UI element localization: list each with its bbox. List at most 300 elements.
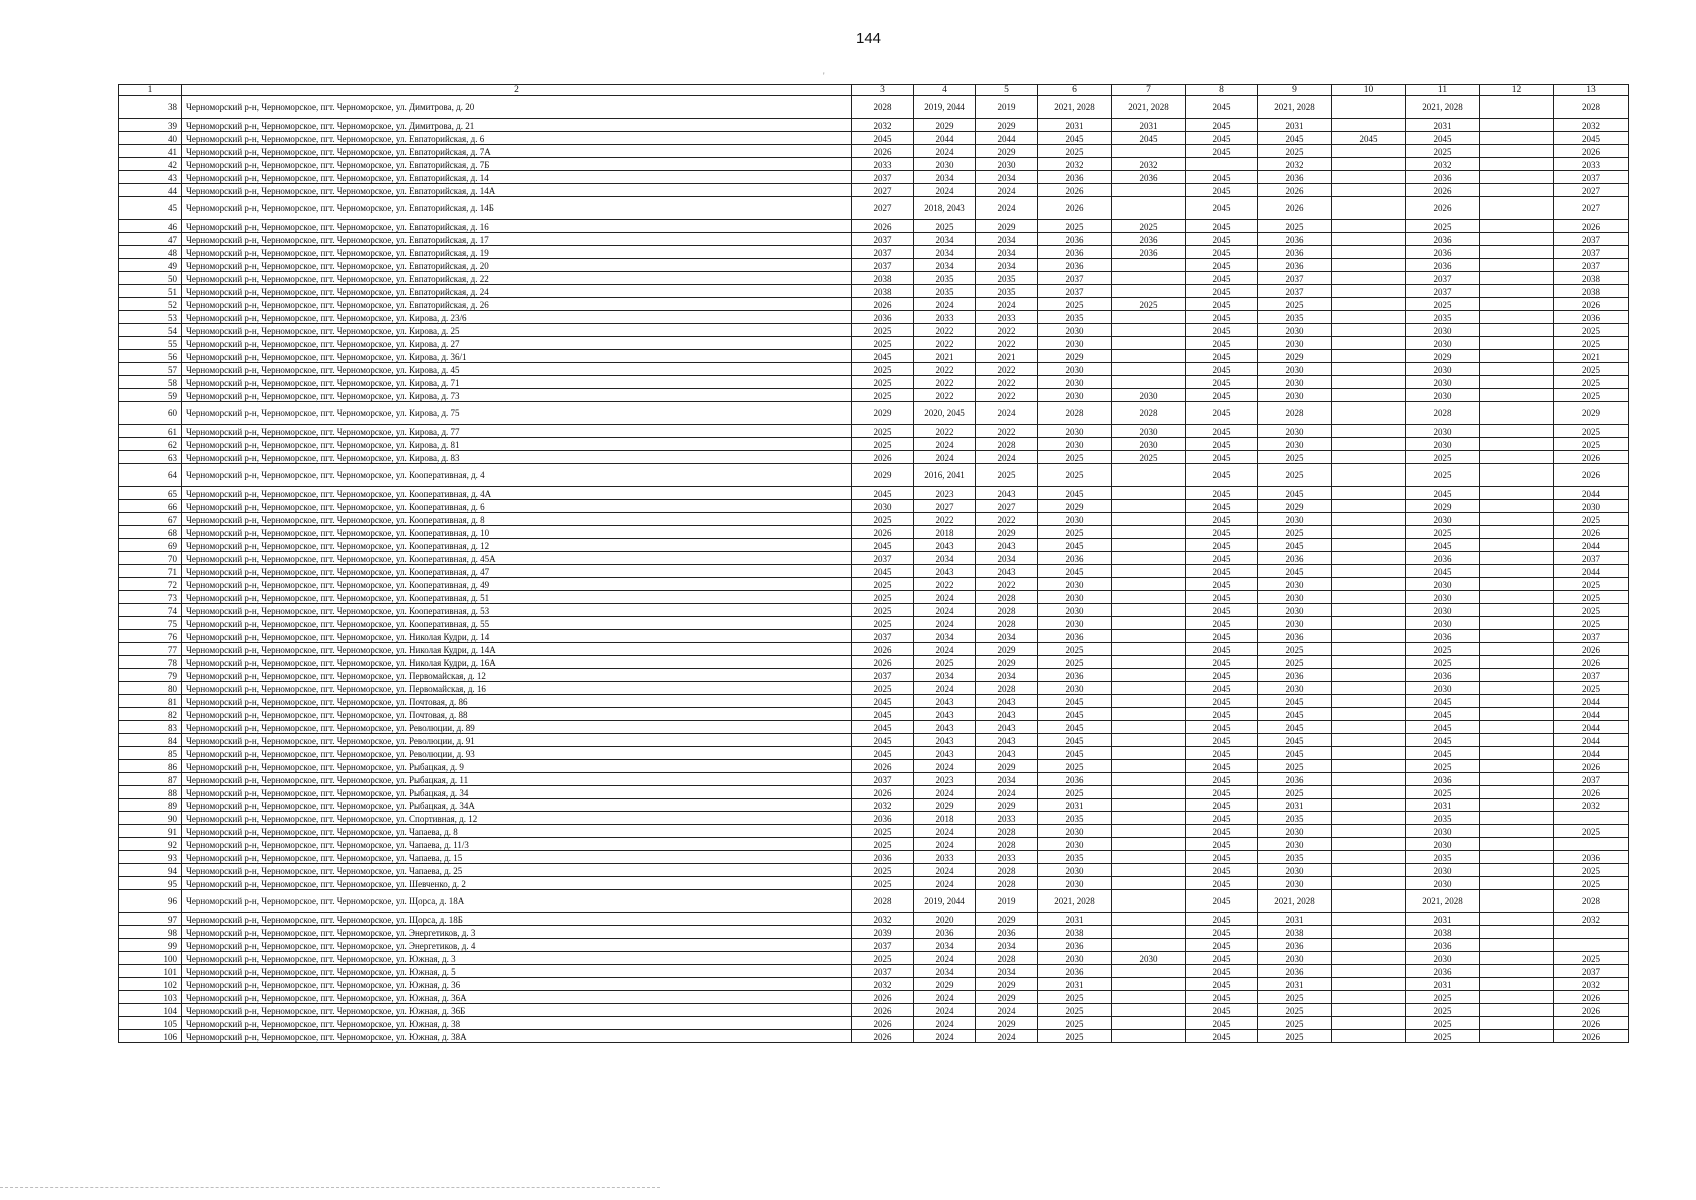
year-cell: 2030 — [1406, 376, 1480, 389]
year-cell: 2030 — [1038, 578, 1112, 591]
year-cell: 2045 — [1186, 851, 1258, 864]
year-cell: 2029 — [976, 656, 1038, 669]
year-cell — [1112, 786, 1186, 799]
year-cell — [1332, 760, 1406, 773]
year-cell — [1112, 734, 1186, 747]
table-row — [119, 890, 1629, 913]
year-cell: 2036 — [1406, 630, 1480, 643]
year-cell — [1480, 591, 1554, 604]
year-cell — [1332, 526, 1406, 539]
year-cell: 2045 — [1186, 656, 1258, 669]
year-cell: 2031 — [1258, 913, 1332, 926]
year-cell: 2025 — [1112, 451, 1186, 464]
year-cell — [1112, 311, 1186, 324]
year-cell: 2025 — [1406, 526, 1480, 539]
year-cell: 2045 — [1186, 402, 1258, 425]
year-cell: 2036 — [976, 926, 1038, 939]
table-row — [119, 1030, 1629, 1043]
year-cell — [1112, 838, 1186, 851]
row-number-cell: 39 — [119, 119, 182, 132]
year-cell — [1480, 376, 1554, 389]
year-cell: 2030 — [1258, 682, 1332, 695]
year-cell: 2032 — [1554, 799, 1629, 812]
year-cell — [1112, 539, 1186, 552]
table-row — [119, 825, 1629, 838]
year-cell — [1480, 734, 1554, 747]
year-cell: 2045 — [852, 132, 914, 145]
address-cell: Черноморский р-н, Черноморское, пгт. Черноморское, ул. Почтовая, д. 88 — [182, 708, 852, 721]
year-cell: 2034 — [914, 939, 976, 952]
year-cell: 2036 — [1406, 552, 1480, 565]
year-cell: 2028 — [1258, 402, 1332, 425]
year-cell — [1112, 939, 1186, 952]
year-cell: 2045 — [1186, 760, 1258, 773]
year-cell: 2025 — [852, 438, 914, 451]
year-cell — [1332, 695, 1406, 708]
year-cell: 2025 — [852, 864, 914, 877]
year-cell — [1554, 926, 1629, 939]
year-cell: 2045 — [1186, 952, 1258, 965]
year-cell — [1480, 184, 1554, 197]
year-cell — [1112, 324, 1186, 337]
year-cell: 2028 — [976, 877, 1038, 890]
table-row — [119, 259, 1629, 272]
year-cell: 2037 — [1554, 669, 1629, 682]
year-cell: 2032 — [1258, 158, 1332, 171]
year-cell: 2045 — [1258, 132, 1332, 145]
year-cell — [1112, 552, 1186, 565]
year-cell: 2024 — [914, 1017, 976, 1030]
year-cell: 2025 — [1554, 513, 1629, 526]
year-cell — [1480, 389, 1554, 402]
address-cell: Черноморский р-н, Черноморское, пгт. Черноморское, ул. Южная, д. 36 — [182, 978, 852, 991]
year-cell: 2024 — [914, 786, 976, 799]
year-cell — [1112, 812, 1186, 825]
year-cell: 2035 — [1038, 311, 1112, 324]
year-cell: 2030 — [1258, 376, 1332, 389]
year-cell: 2032 — [852, 119, 914, 132]
year-cell — [1332, 773, 1406, 786]
year-cell: 2034 — [976, 773, 1038, 786]
year-cell: 2022 — [976, 337, 1038, 350]
year-cell — [1480, 337, 1554, 350]
table-row — [119, 389, 1629, 402]
year-cell: 2030 — [1038, 513, 1112, 526]
year-cell: 2045 — [852, 708, 914, 721]
address-cell: Черноморский р-н, Черноморское, пгт. Черноморское, ул. Кирова, д. 23/6 — [182, 311, 852, 324]
row-number-cell: 93 — [119, 851, 182, 864]
year-cell: 2036 — [1406, 171, 1480, 184]
year-cell: 2045 — [1186, 786, 1258, 799]
year-cell — [1480, 864, 1554, 877]
year-cell: 2025 — [852, 389, 914, 402]
year-cell: 2045 — [1186, 708, 1258, 721]
year-cell: 2021, 2028 — [1258, 96, 1332, 119]
year-cell: 2024 — [914, 1004, 976, 1017]
year-cell: 2034 — [976, 939, 1038, 952]
year-cell: 2034 — [914, 259, 976, 272]
row-number-cell: 77 — [119, 643, 182, 656]
year-cell — [1480, 363, 1554, 376]
year-cell: 2026 — [1406, 184, 1480, 197]
year-cell — [1332, 197, 1406, 220]
year-cell: 2030 — [1258, 952, 1332, 965]
year-cell: 2030 — [1038, 337, 1112, 350]
year-cell: 2045 — [1038, 487, 1112, 500]
year-cell: 2045 — [1186, 311, 1258, 324]
year-cell: 2037 — [1406, 285, 1480, 298]
year-cell — [1480, 171, 1554, 184]
year-cell: 2021, 2028 — [1406, 96, 1480, 119]
year-cell: 2026 — [1554, 298, 1629, 311]
year-cell: 2043 — [976, 708, 1038, 721]
year-cell: 2033 — [976, 851, 1038, 864]
year-cell — [1480, 487, 1554, 500]
year-cell: 2025 — [1554, 438, 1629, 451]
year-cell: 2025 — [914, 220, 976, 233]
year-cell: 2030 — [1038, 425, 1112, 438]
year-cell — [1112, 926, 1186, 939]
year-cell: 2024 — [914, 682, 976, 695]
year-cell: 2026 — [1554, 451, 1629, 464]
year-cell: 2025 — [1554, 877, 1629, 890]
year-cell — [1332, 708, 1406, 721]
year-cell: 2045 — [1406, 565, 1480, 578]
row-number-cell: 76 — [119, 630, 182, 643]
year-cell: 2025 — [1038, 1030, 1112, 1043]
year-cell: 2034 — [914, 171, 976, 184]
year-cell: 2036 — [852, 851, 914, 864]
table-row — [119, 464, 1629, 487]
row-number-cell: 96 — [119, 890, 182, 913]
year-cell: 2025 — [1406, 656, 1480, 669]
year-cell — [1480, 877, 1554, 890]
table-row — [119, 1017, 1629, 1030]
address-cell: Черноморский р-н, Черноморское, пгт. Черноморское, ул. Первомайская, д. 12 — [182, 669, 852, 682]
table-row — [119, 708, 1629, 721]
address-cell: Черноморский р-н, Черноморское, пгт. Черноморское, ул. Южная, д. 38 — [182, 1017, 852, 1030]
year-cell: 2025 — [1258, 145, 1332, 158]
table-row — [119, 760, 1629, 773]
year-cell: 2030 — [1112, 425, 1186, 438]
year-cell: 2045 — [1186, 119, 1258, 132]
year-cell: 2045 — [1186, 669, 1258, 682]
year-cell: 2026 — [852, 1030, 914, 1043]
year-cell: 2031 — [1038, 978, 1112, 991]
year-cell: 2045 — [1038, 565, 1112, 578]
year-cell: 2035 — [1406, 812, 1480, 825]
year-cell: 2026 — [1038, 197, 1112, 220]
year-cell: 2029 — [914, 119, 976, 132]
row-number-cell: 56 — [119, 350, 182, 363]
year-cell: 2030 — [1038, 438, 1112, 451]
year-cell — [1332, 425, 1406, 438]
column-header-3: 3 — [852, 85, 914, 96]
year-cell: 2045 — [1186, 363, 1258, 376]
year-cell — [1112, 604, 1186, 617]
year-cell: 2045 — [1186, 890, 1258, 913]
year-cell: 2030 — [1038, 389, 1112, 402]
year-cell: 2036 — [1554, 311, 1629, 324]
year-cell: 2025 — [1406, 1030, 1480, 1043]
year-cell: 2030 — [1112, 952, 1186, 965]
year-cell — [1480, 246, 1554, 259]
year-cell: 2031 — [1258, 119, 1332, 132]
year-cell: 2043 — [976, 539, 1038, 552]
table-row — [119, 838, 1629, 851]
year-cell — [1112, 695, 1186, 708]
table-row — [119, 1004, 1629, 1017]
year-cell: 2025 — [1258, 1017, 1332, 1030]
address-cell: Черноморский р-н, Черноморское, пгт. Черноморское, ул. Кирова, д. 25 — [182, 324, 852, 337]
year-cell: 2036 — [1406, 246, 1480, 259]
year-cell — [1112, 500, 1186, 513]
table-row — [119, 96, 1629, 119]
year-cell: 2030 — [1406, 389, 1480, 402]
year-cell: 2018, 2043 — [914, 197, 976, 220]
year-cell: 2036 — [1258, 246, 1332, 259]
year-cell — [1332, 669, 1406, 682]
year-cell: 2045 — [1186, 773, 1258, 786]
year-cell: 2032 — [1406, 158, 1480, 171]
year-cell — [1112, 526, 1186, 539]
address-cell: Черноморский р-н, Черноморское, пгт. Черноморское, ул. Шевченко, д. 2 — [182, 877, 852, 890]
table-row — [119, 119, 1629, 132]
year-cell: 2045 — [852, 539, 914, 552]
year-cell — [1480, 259, 1554, 272]
row-number-cell: 79 — [119, 669, 182, 682]
year-cell: 2024 — [914, 604, 976, 617]
year-cell: 2024 — [914, 643, 976, 656]
year-cell: 2038 — [1258, 926, 1332, 939]
column-header-7: 7 — [1112, 85, 1186, 96]
year-cell: 2036 — [1038, 965, 1112, 978]
year-cell — [1112, 630, 1186, 643]
year-cell: 2025 — [1038, 451, 1112, 464]
year-cell — [1112, 773, 1186, 786]
year-cell: 2037 — [852, 630, 914, 643]
year-cell: 2036 — [1258, 965, 1332, 978]
year-cell: 2025 — [1038, 760, 1112, 773]
year-cell: 2029 — [976, 119, 1038, 132]
year-cell: 2037 — [1258, 285, 1332, 298]
year-cell — [1480, 132, 1554, 145]
year-cell: 2044 — [1554, 721, 1629, 734]
year-cell: 2045 — [1186, 259, 1258, 272]
address-cell: Черноморский р-н, Черноморское, пгт. Черноморское, ул. Щорса, д. 18Б — [182, 913, 852, 926]
year-cell: 2045 — [1186, 464, 1258, 487]
year-cell: 2037 — [852, 669, 914, 682]
year-cell: 2025 — [1406, 991, 1480, 1004]
year-cell: 2026 — [1554, 1030, 1629, 1043]
year-cell: 2045 — [1038, 747, 1112, 760]
year-cell: 2045 — [1186, 591, 1258, 604]
year-cell: 2030 — [914, 158, 976, 171]
year-cell: 2044 — [914, 132, 976, 145]
year-cell: 2029 — [976, 643, 1038, 656]
address-cell: Черноморский р-н, Черноморское, пгт. Черноморское, ул. Николая Кудри, д. 14 — [182, 630, 852, 643]
year-cell: 2045 — [1186, 337, 1258, 350]
year-cell: 2024 — [914, 952, 976, 965]
table-row — [119, 695, 1629, 708]
address-cell: Черноморский р-н, Черноморское, пгт. Черноморское, ул. Евпаторийская, д. 19 — [182, 246, 852, 259]
row-number-cell: 86 — [119, 760, 182, 773]
address-cell: Черноморский р-н, Черноморское, пгт. Черноморское, ул. Евпаторийская, д. 20 — [182, 259, 852, 272]
year-cell: 2024 — [914, 591, 976, 604]
year-cell: 2023 — [914, 487, 976, 500]
year-cell — [1480, 552, 1554, 565]
year-cell: 2045 — [1258, 487, 1332, 500]
year-cell: 2043 — [914, 708, 976, 721]
year-cell: 2024 — [914, 298, 976, 311]
year-cell — [1480, 851, 1554, 864]
table-row — [119, 565, 1629, 578]
year-cell — [1112, 184, 1186, 197]
year-cell: 2032 — [852, 799, 914, 812]
year-cell — [1112, 708, 1186, 721]
table-row — [119, 747, 1629, 760]
year-cell: 2024 — [914, 184, 976, 197]
year-cell: 2037 — [852, 965, 914, 978]
year-cell — [1480, 682, 1554, 695]
year-cell: 2044 — [1554, 734, 1629, 747]
year-cell — [1332, 978, 1406, 991]
year-cell: 2029 — [1038, 350, 1112, 363]
year-cell: 2045 — [1186, 721, 1258, 734]
year-cell — [1332, 799, 1406, 812]
year-cell: 2036 — [1406, 773, 1480, 786]
row-number-cell: 55 — [119, 337, 182, 350]
table-row — [119, 220, 1629, 233]
year-cell — [1112, 1017, 1186, 1030]
address-cell: Черноморский р-н, Черноморское, пгт. Черноморское, ул. Евпаторийская, д. 14 — [182, 171, 852, 184]
year-cell: 2030 — [1406, 591, 1480, 604]
table-row — [119, 682, 1629, 695]
year-cell — [1332, 376, 1406, 389]
table-row — [119, 500, 1629, 513]
year-cell: 2036 — [1554, 851, 1629, 864]
year-cell — [1332, 656, 1406, 669]
year-cell: 2025 — [852, 363, 914, 376]
row-number-cell: 65 — [119, 487, 182, 500]
year-cell: 2025 — [1038, 991, 1112, 1004]
column-header-5: 5 — [976, 85, 1038, 96]
year-cell: 2025 — [1406, 464, 1480, 487]
year-cell — [1332, 337, 1406, 350]
year-cell: 2036 — [1038, 939, 1112, 952]
year-cell: 2045 — [1186, 578, 1258, 591]
table-row — [119, 337, 1629, 350]
year-cell — [1332, 812, 1406, 825]
year-cell — [1332, 96, 1406, 119]
year-cell — [1480, 939, 1554, 952]
year-cell: 2025 — [976, 464, 1038, 487]
row-number-cell: 78 — [119, 656, 182, 669]
year-cell — [1480, 513, 1554, 526]
year-cell: 2043 — [976, 695, 1038, 708]
year-cell: 2043 — [914, 565, 976, 578]
year-cell: 2030 — [852, 500, 914, 513]
address-cell: Черноморский р-н, Черноморское, пгт. Черноморское, ул. Евпаторийская, д. 7А — [182, 145, 852, 158]
year-cell: 2036 — [1406, 669, 1480, 682]
year-cell — [1480, 500, 1554, 513]
year-cell: 2029 — [976, 760, 1038, 773]
address-cell: Черноморский р-н, Черноморское, пгт. Черноморское, ул. Кирова, д. 45 — [182, 363, 852, 376]
year-cell: 2037 — [1554, 171, 1629, 184]
year-cell — [1112, 464, 1186, 487]
address-cell: Черноморский р-н, Черноморское, пгт. Черноморское, ул. Рыбацкая, д. 34А — [182, 799, 852, 812]
year-cell: 2037 — [1554, 246, 1629, 259]
year-cell: 2036 — [1038, 669, 1112, 682]
year-cell — [1112, 145, 1186, 158]
year-cell: 2030 — [1258, 425, 1332, 438]
year-cell — [1332, 864, 1406, 877]
year-cell: 2029 — [976, 1017, 1038, 1030]
row-number-cell: 54 — [119, 324, 182, 337]
table-row — [119, 285, 1629, 298]
year-cell: 2025 — [852, 425, 914, 438]
year-cell: 2028 — [976, 604, 1038, 617]
year-cell — [1480, 890, 1554, 913]
table-row — [119, 812, 1629, 825]
year-cell: 2045 — [1258, 734, 1332, 747]
year-cell: 2033 — [1554, 158, 1629, 171]
row-number-cell: 46 — [119, 220, 182, 233]
year-cell: 2034 — [914, 669, 976, 682]
table-row — [119, 721, 1629, 734]
year-cell: 2022 — [976, 578, 1038, 591]
year-cell — [1480, 285, 1554, 298]
year-cell: 2045 — [1258, 721, 1332, 734]
year-cell: 2018 — [914, 526, 976, 539]
table-row — [119, 552, 1629, 565]
row-number-cell: 49 — [119, 259, 182, 272]
year-cell: 2024 — [914, 864, 976, 877]
row-number-cell: 75 — [119, 617, 182, 630]
address-cell: Черноморский р-н, Черноморское, пгт. Черноморское, ул. Кооперативная, д. 10 — [182, 526, 852, 539]
year-cell: 2026 — [852, 643, 914, 656]
year-cell: 2045 — [1186, 184, 1258, 197]
table-row — [119, 425, 1629, 438]
year-cell: 2026 — [1554, 464, 1629, 487]
year-cell: 2045 — [1186, 487, 1258, 500]
year-cell: 2036 — [1258, 669, 1332, 682]
year-cell: 2036 — [1258, 259, 1332, 272]
year-cell — [1480, 451, 1554, 464]
year-cell — [1480, 324, 1554, 337]
year-cell: 2037 — [1554, 630, 1629, 643]
year-cell: 2021 — [914, 350, 976, 363]
year-cell: 2032 — [1554, 978, 1629, 991]
year-cell: 2025 — [1038, 220, 1112, 233]
year-cell: 2025 — [852, 838, 914, 851]
year-cell: 2030 — [1038, 682, 1112, 695]
table-row — [119, 864, 1629, 877]
address-cell: Черноморский р-н, Черноморское, пгт. Черноморское, ул. Рыбацкая, д. 11 — [182, 773, 852, 786]
year-cell: 2025 — [914, 656, 976, 669]
column-header-11: 11 — [1406, 85, 1480, 96]
year-cell — [1332, 487, 1406, 500]
year-cell: 2045 — [852, 350, 914, 363]
year-cell: 2025 — [852, 682, 914, 695]
year-cell: 2036 — [1258, 233, 1332, 246]
address-cell: Черноморский р-н, Черноморское, пгт. Черноморское, ул. Евпаторийская, д. 24 — [182, 285, 852, 298]
year-cell — [1480, 952, 1554, 965]
year-cell — [1332, 298, 1406, 311]
row-number-cell: 47 — [119, 233, 182, 246]
year-cell: 2025 — [852, 578, 914, 591]
year-cell — [1332, 451, 1406, 464]
